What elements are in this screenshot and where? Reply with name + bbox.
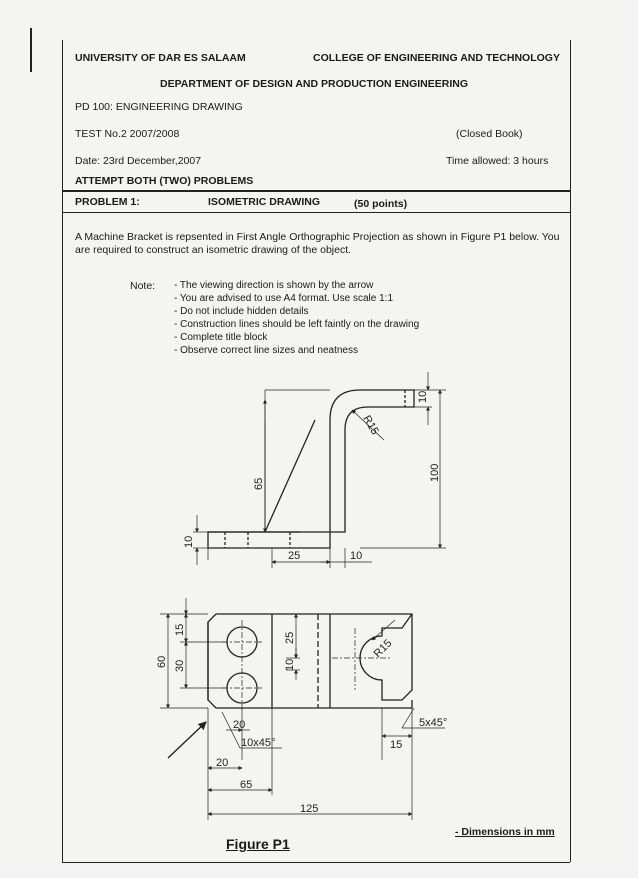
dim-top-15b: 15 — [390, 739, 403, 751]
note-label: Note: — [130, 280, 156, 292]
dim-front-10-bottom: 10 — [350, 550, 363, 562]
date-line: Date: 23rd December,2007 — [75, 155, 202, 167]
dimensions-note: - Dimensions in mm — [455, 826, 555, 838]
dim-top-10: 10 — [284, 658, 296, 671]
dim-top-chamfer10: 10x45° — [241, 737, 276, 749]
note-item: - You are advised to use A4 format. Use scale 1:1 — [174, 293, 394, 304]
note-item: - Observe correct line sizes and neatness — [174, 345, 358, 356]
dim-top-20b: 20 — [216, 757, 229, 769]
figure-caption: Figure P1 — [226, 836, 290, 852]
attempt-heading: ATTEMPT BOTH (TWO) PROBLEMS — [75, 175, 254, 187]
dim-top-30: 30 — [174, 659, 186, 672]
college-name: COLLEGE OF ENGINEERING AND TECHNOLOGY — [313, 52, 560, 64]
problem-type: ISOMETRIC DRAWING — [208, 196, 320, 208]
dim-top-25: 25 — [284, 631, 296, 644]
note-item: - The viewing direction is shown by the arrow — [174, 280, 374, 291]
problem-points: (50 points) — [354, 198, 408, 210]
closed-book: (Closed Book) — [456, 128, 523, 140]
dim-front-100: 100 — [429, 463, 441, 482]
dim-front-r15: R15 — [360, 413, 381, 437]
dim-top-60: 60 — [156, 655, 168, 668]
university-name: UNIVERSITY OF DAR ES SALAAM — [75, 52, 246, 64]
dim-top-125: 125 — [300, 803, 319, 815]
note-item: - Construction lines should be left faintly on the drawing — [174, 319, 420, 330]
course-line: PD 100: ENGINEERING DRAWING — [75, 101, 243, 113]
note-item: - Complete title block — [174, 332, 268, 343]
dim-front-25: 25 — [288, 550, 301, 562]
front-view — [208, 390, 414, 548]
problem-description: A Machine Bracket is repsented in First Angle Orthographic Projection as shown in Figure P1 below. You are required to construct an isometric drawing of the object. — [75, 231, 560, 256]
dim-top-15: 15 — [174, 623, 186, 636]
department-name: DEPARTMENT OF DESIGN AND PRODUCTION ENGINEERING — [160, 78, 469, 90]
dim-top-r15: R15 — [371, 637, 395, 661]
dim-front-10-left: 10 — [183, 535, 195, 548]
note-item: - Do not include hidden details — [174, 306, 309, 317]
problem-label: PROBLEM 1: — [75, 196, 140, 208]
test-line: TEST No.2 2007/2008 — [75, 128, 180, 140]
top-view — [208, 614, 412, 708]
time-allowed: Time allowed: 3 hours — [446, 155, 549, 167]
dim-top-chamfer5: 5x45° — [419, 717, 448, 729]
dim-top-20a: 20 — [233, 719, 246, 731]
dim-top-65: 65 — [240, 779, 253, 791]
dim-front-65: 65 — [253, 477, 265, 490]
dim-front-10-top: 10 — [417, 390, 429, 403]
